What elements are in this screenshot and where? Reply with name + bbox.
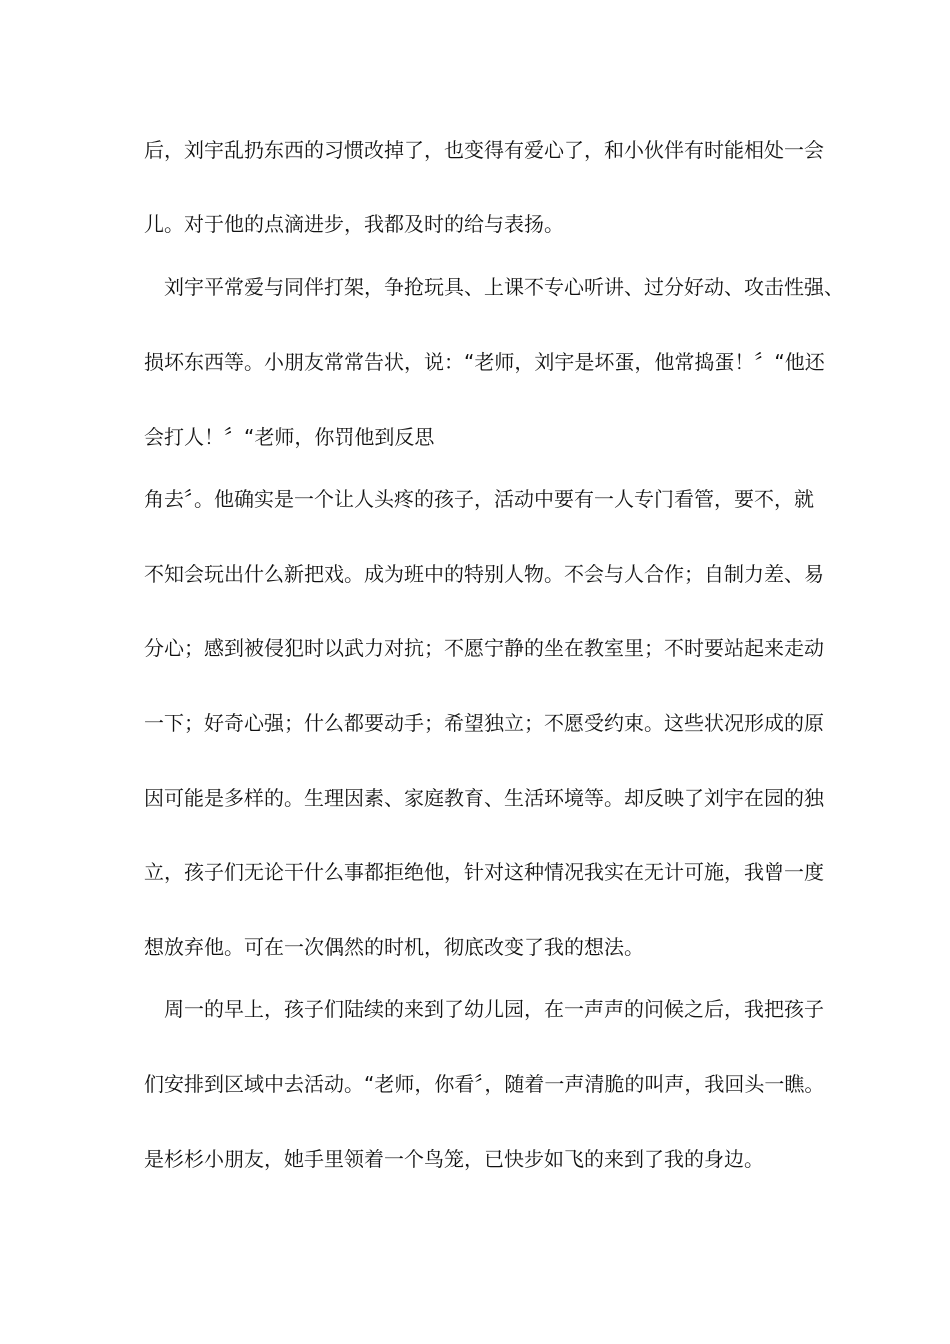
text-line: 不知会玩出什么新把戏。成为班中的特别人物。不会与人合作；自制力差、易 [144, 562, 824, 586]
text-line: 是杉杉小朋友，她手里领着一个鸟笼，已快步如飞的来到了我的身边。 [144, 1147, 764, 1171]
text-line: 角去〞。他确实是一个让人头疼的孩子，活动中要有一人专门看管，要不，就 [144, 487, 814, 511]
text-line: 因可能是多样的。生理因素、家庭教育、生活环境等。却反映了刘宇在园的独 [144, 786, 824, 810]
text-line: 损坏东西等。小朋友常常告状，说：“老师，刘宇是坏蛋，他常捣蛋！〞“他还 [144, 350, 825, 374]
text-line: 刘宇平常爱与同伴打架，争抢玩具、上课不专心听讲、过分好动、攻击性强、 [144, 275, 844, 299]
text-line: 后，刘宇乱扔东西的习惯改掉了，也变得有爱心了，和小伙伴有时能相处一会 [144, 138, 824, 162]
text-line: 想放弃他。可在一次偶然的时机，彻底改变了我的想法。 [144, 935, 644, 959]
text-line: 周一的早上，孩子们陆续的来到了幼儿园，在一声声的问候之后，我把孩子 [144, 997, 824, 1021]
text-line: 一下；好奇心强；什么都要动手；希望独立；不愿受约束。这些状况形成的原 [144, 711, 824, 735]
text-line: 立，孩子们无论干什么事都拒绝他，针对这种情况我实在无计可施，我曾一度 [144, 860, 824, 884]
text-line: 们安排到区域中去活动。“老师，你看〞，随着一声清脆的叫声，我回头一瞧。 [144, 1072, 825, 1096]
text-line: 会打人！〞“老师，你罚他到反思 [144, 425, 435, 449]
text-line: 儿。对于他的点滴进步，我都及时的给与表扬。 [144, 212, 564, 236]
text-line: 分心；感到被侵犯时以武力对抗；不愿宁静的坐在教室里；不时要站起来走动 [144, 636, 824, 660]
